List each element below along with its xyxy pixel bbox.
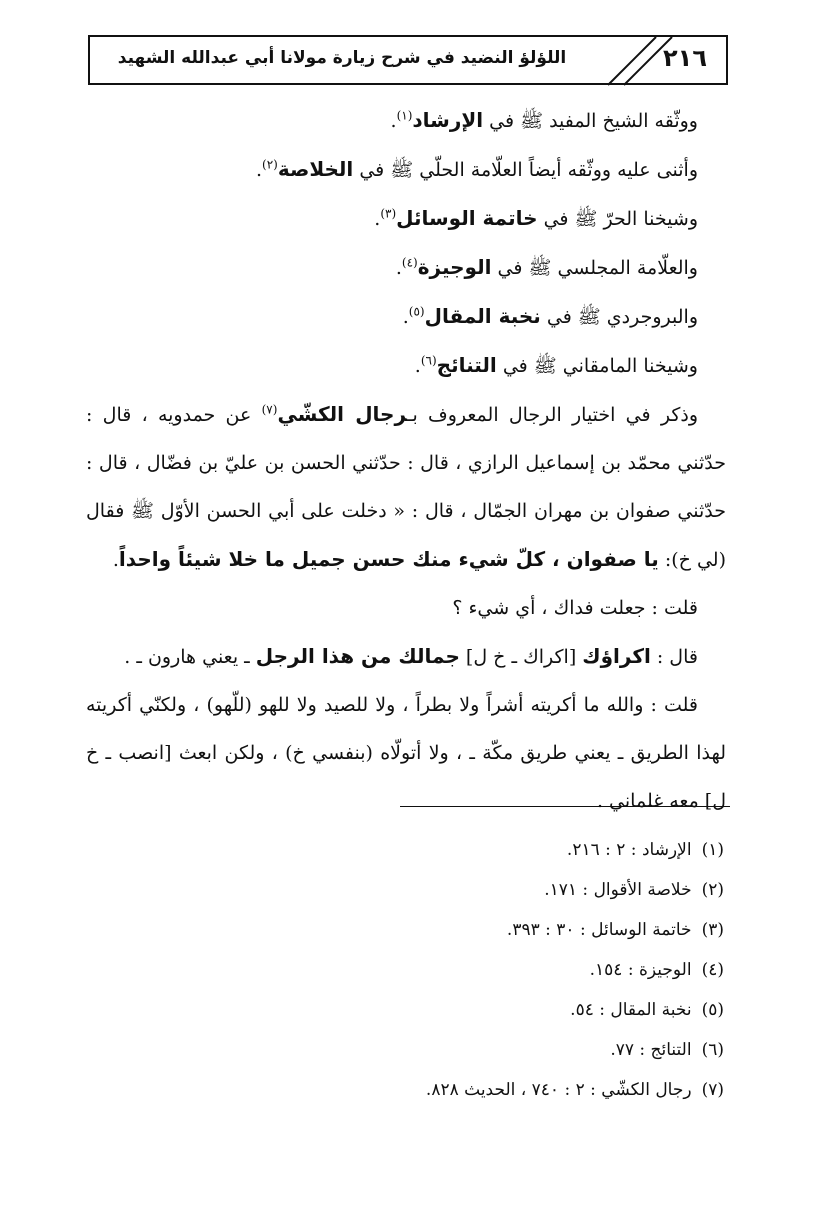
text: .	[402, 306, 409, 328]
footnote-number: (٢)	[701, 880, 724, 900]
text: .	[414, 355, 421, 377]
text: عن حمدويه ، قال : حدّثني محمّد بن إسماعيل الرازي ، قال : حدّثني الحسن بن عليّ بن فضّال ، قال : حدّثني صفوان بن مهران الجمّال ، قال : « دخلت على أبي الحسن الأوّل ﷺ فقال (لي خ):	[86, 404, 726, 571]
footnotes	[164, 830, 724, 1110]
text: وشيخنا المامقاني ﷺ في	[496, 355, 698, 377]
paragraph	[86, 145, 726, 194]
footnote-number: (٤)	[701, 960, 724, 980]
footnote-number: (١)	[701, 840, 724, 860]
footnote-text: رجال الكشّي : ٢ : ٧٤٠ ، الحديث ٨٢٨.	[425, 1080, 692, 1100]
paragraph	[86, 96, 726, 145]
footnote-number: (٣)	[701, 920, 724, 940]
footnote-ref: (٢)	[262, 157, 278, 172]
footnote-text: الإرشاد : ٢ : ٢١٦.	[566, 840, 692, 860]
paragraph	[86, 341, 726, 390]
paragraph	[86, 390, 726, 584]
text: والبروجردي ﷺ في	[540, 306, 698, 328]
text: وذكر في اختيار الرجال المعروف بـ	[406, 404, 699, 426]
footnote-ref: (٥)	[408, 304, 425, 319]
book-title: الخلاصة	[277, 157, 354, 181]
footnote-text: التنائج : ٧٧.	[610, 1040, 692, 1060]
book-title: خاتمة الوسائل	[396, 206, 538, 230]
text: وشيخنا الحرّ ﷺ في	[537, 208, 698, 230]
footnote	[164, 830, 724, 870]
text: .	[395, 257, 402, 279]
footnote	[164, 950, 724, 990]
book-title: رجال الكشّي	[277, 402, 407, 426]
running-title: اللؤلؤ النضيد في شرح زيارة مولانا أبي عبدالله الشهيد	[117, 48, 567, 68]
footnote-ref: (١)	[396, 108, 413, 123]
footnote	[164, 870, 724, 910]
footnote-number: (٧)	[701, 1080, 724, 1100]
main-text	[86, 96, 726, 825]
footnote-text: نخبة المقال : ٥٤.	[570, 1000, 692, 1020]
page-number: ٢١٦	[663, 44, 707, 72]
text: .	[255, 159, 263, 181]
book-title: التنائج	[436, 353, 497, 377]
footnote-text: الوجيزة : ١٥٤.	[589, 960, 692, 980]
footnote	[164, 990, 724, 1030]
footnote-text: خاتمة الوسائل : ٣٠ : ٣٩٣.	[506, 920, 692, 940]
paragraph	[86, 194, 726, 243]
quote-emphasis: جمالك من هذا الرجل	[255, 644, 460, 668]
text: [اكراك ـ خ ل]	[459, 646, 583, 668]
book-title: الوجيزة	[417, 255, 492, 279]
book-title: الإرشاد	[412, 108, 484, 132]
page-header	[88, 35, 728, 85]
footnote-ref: (٤)	[401, 255, 418, 270]
paragraph	[86, 292, 726, 341]
footnote	[164, 1070, 724, 1110]
text: .	[390, 110, 397, 132]
book-title: نخبة المقال	[424, 304, 541, 328]
footnote-ref: (٦)	[420, 353, 437, 368]
text: قال :	[650, 646, 698, 668]
quote-emphasis: يا صفوان ، كلّ شيء منك حسن جميل ما خلا شيئاً واحداً	[118, 547, 659, 571]
footnote-ref: (٣)	[380, 206, 397, 221]
text: ووثّقه الشيخ المفيد ﷺ في	[483, 110, 698, 132]
paragraph	[86, 243, 726, 292]
footnote-ref: (٧)	[261, 402, 278, 417]
paragraph	[86, 632, 726, 681]
paragraph: قلت : والله ما أكريته أشراً ولا بطراً ، ولا للصيد ولا للهو (للّهو) ، ولكنّي أكريته لهذا الطريق ـ يعني طريق مكّة ـ ، ولا أتولّاه (بنفسي خ) ، ولكن ابعث [انصب ـ خ ل] معه غلماني .	[86, 694, 726, 812]
text: .	[374, 208, 381, 230]
quote-emphasis: اكراؤك	[582, 644, 651, 668]
footnote-number: (٦)	[701, 1040, 724, 1060]
text: ـ يعني هارون ـ .	[124, 646, 256, 668]
text: والعلّامة المجلسي ﷺ في	[491, 257, 698, 279]
footnote-text: خلاصة الأقوال : ١٧١.	[544, 880, 692, 900]
text: .	[112, 549, 119, 571]
footnote-number: (٥)	[701, 1000, 724, 1020]
paragraph: قلت : جعلت فداك ، أي شيء ؟	[452, 597, 698, 619]
footnote	[164, 1030, 724, 1070]
footnote	[164, 910, 724, 950]
text: وأثنى عليه ووثّقه أيضاً العلّامة الحلّي ﷺ في	[353, 159, 698, 181]
footnote-separator	[400, 806, 730, 807]
